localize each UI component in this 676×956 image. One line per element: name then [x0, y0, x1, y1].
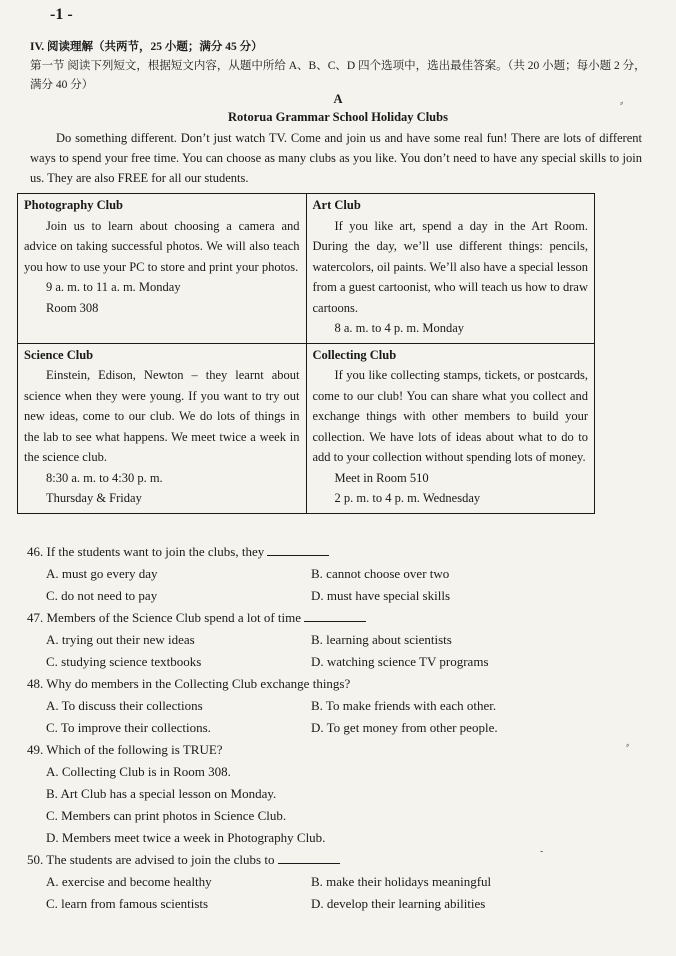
question-stem: 49. Which of the following is TRUE? — [27, 742, 223, 757]
question-stem: 46. If the students want to join the clubs, they — [27, 541, 647, 563]
scan-speck-mark: ⸗ — [626, 740, 630, 751]
option-d: D. must have special skills — [311, 588, 451, 603]
option-d: D. Members meet twice a week in Photography Club. — [46, 830, 326, 845]
option-a: A. Collecting Club is in Room 308. — [46, 764, 231, 779]
question-stem: 50. The students are advised to join the clubs to — [27, 849, 647, 871]
question-46 — [27, 541, 647, 607]
page-number: -1 - — [50, 6, 73, 23]
passage-title: Rotorua Grammar School Holiday Clubs — [228, 110, 448, 124]
question-50 — [27, 849, 647, 915]
club-time: 8 a. m. to 4 p. m. Monday — [334, 321, 465, 335]
option-b: B. make their holidays meaningful — [311, 874, 492, 889]
option-d: D. To get money from other people. — [311, 720, 498, 735]
scan-speck-mark: ⸗ — [620, 98, 624, 109]
option-b: B. learning about scientists — [311, 632, 452, 647]
option-a: A. must go every day — [46, 566, 158, 581]
section-header — [30, 38, 650, 95]
club-time: 8:30 a. m. to 4:30 p. m. — [46, 470, 163, 485]
answer-blank — [304, 607, 366, 622]
club-name: Art Club — [312, 198, 361, 212]
passage-letter: A — [333, 92, 343, 106]
option-a: A. To discuss their collections — [46, 698, 203, 713]
club-time: 2 p. m. to 4 p. m. Wednesday — [334, 491, 481, 505]
question-49 — [27, 739, 647, 849]
table-row — [18, 194, 595, 344]
option-a: A. exercise and become healthy — [46, 874, 212, 889]
question-47 — [27, 607, 647, 673]
answer-blank — [267, 541, 329, 556]
club-description: Einstein, Edison, Newton – they learnt about science when they were young. If you want to try out new ideas, come to our club. We do lots of things in the lab to see what happens. We meet twice a week in the science club. — [24, 368, 300, 464]
clubs-table — [17, 193, 595, 514]
club-name: Collecting Club — [312, 347, 397, 362]
option-c: C. do not need to pay — [46, 588, 158, 603]
option-d: D. watching science TV programs — [311, 654, 489, 669]
option-a: A. trying out their new ideas — [46, 632, 195, 647]
club-cell-science — [18, 343, 307, 513]
option-c: C. learn from famous scientists — [46, 896, 209, 911]
club-name: Science Club — [24, 347, 94, 362]
club-room: Meet in Room 510 — [334, 470, 429, 485]
club-room: Room 308 — [46, 300, 99, 315]
option-b: B. cannot choose over two — [311, 566, 450, 581]
question-48 — [27, 673, 647, 739]
option-b: B. To make friends with each other. — [311, 698, 497, 713]
club-description: If you like art, spend a day in the Art Room. During the day, we’ll use different things: pencils, watercolors, oil paints. We’ll also have a special lesson from a guest cartoonist, who will teach us how to draw cartoons. — [312, 218, 588, 315]
option-c: C. To improve their collections. — [46, 720, 211, 735]
question-stem: 47. Members of the Science Club spend a lot of time — [27, 607, 647, 629]
answer-blank — [278, 849, 340, 864]
option-c: C. Members can print photos in Science Club. — [46, 808, 287, 823]
table-row — [18, 343, 595, 513]
question-stem: 48. Why do members in the Collecting Club exchange things? — [27, 676, 351, 691]
club-days: Thursday & Friday — [46, 491, 142, 505]
club-cell-photography — [18, 194, 307, 344]
scan-speck-mark: ‐ — [540, 846, 544, 857]
option-d: D. develop their learning abilities — [311, 896, 486, 911]
club-cell-art — [306, 194, 595, 344]
club-description: If you like collecting stamps, tickets, or postcards, come to our club! You can share what you collect and exchange things with other members to build your collection. We have lots of ideas about what to do to add to your collection without spending lots of money. — [312, 368, 588, 464]
club-time: 9 a. m. to 11 a. m. Monday — [46, 280, 181, 294]
club-name: Photography Club — [24, 198, 123, 212]
section-title: IV. 阅读理解（共两节，25 小题；满分 45 分） — [30, 41, 263, 53]
option-b: B. Art Club has a special lesson on Monday. — [46, 786, 277, 801]
passage-intro: Do something different. Don’t just watch TV. Come and join us and have some real fun! There are lots of different ways to spend your free time. You can choose as many clubs as you like. You don’t need to have any special skills to join us. They are also FREE for all our students. — [30, 131, 642, 185]
club-description: Join us to learn about choosing a camera and advice on taking successful photos. We will also teach you how to use your PC to store and print your photos. — [24, 218, 300, 274]
section-instructions: 第一节 阅读下列短文，根据短文内容，从题中所给 A、B、C、D 四个选项中，选出最佳答案。（共 20 小题；每小题 2 分，满分 40 分） — [30, 60, 646, 91]
questions-list — [27, 541, 647, 915]
club-cell-collecting — [306, 343, 595, 513]
option-c: C. studying science textbooks — [46, 654, 202, 669]
